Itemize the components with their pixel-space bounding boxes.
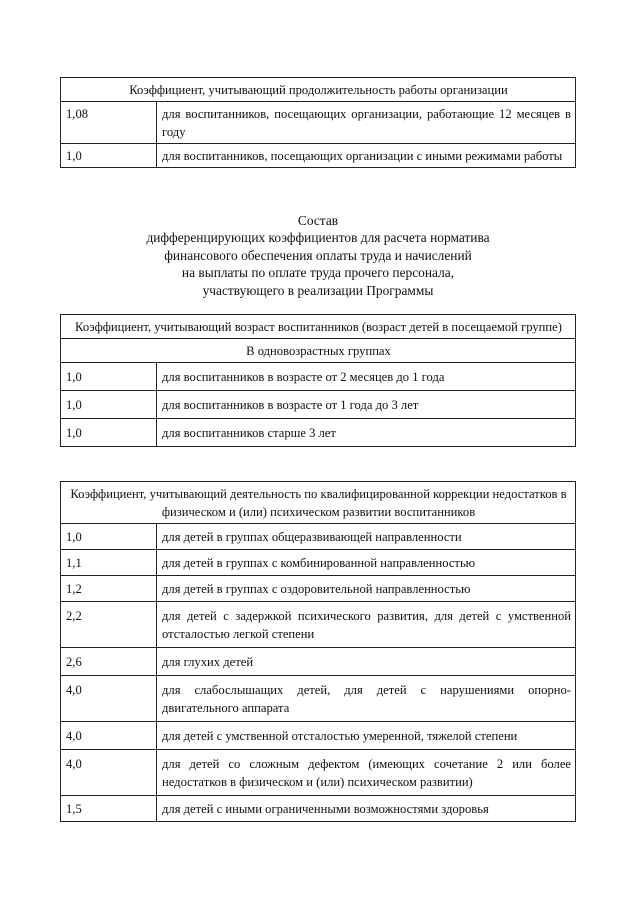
description-cell: для воспитанников в возрасте от 1 года до 3 лет xyxy=(157,391,576,419)
description-cell: для слабослышащих детей, для детей с нарушениями опорно-двигательного аппарата xyxy=(157,676,576,722)
coefficient-cell: 1,08 xyxy=(61,102,157,144)
coefficient-cell: 4,0 xyxy=(61,750,157,796)
table-row xyxy=(61,363,576,391)
table-header-row xyxy=(61,482,576,524)
description-cell: для детей в группах общеразвивающей направленности xyxy=(157,524,576,550)
age-coefficient-table xyxy=(60,314,576,447)
description-cell: для воспитанников, посещающих организации с иными режимами работы xyxy=(157,144,576,168)
coefficient-cell: 2,2 xyxy=(61,602,157,648)
table-row xyxy=(61,102,576,144)
table-row xyxy=(61,722,576,750)
table-row xyxy=(61,750,576,796)
table-row xyxy=(61,391,576,419)
title-line: Состав xyxy=(297,213,339,228)
description-cell: для глухих детей xyxy=(157,648,576,676)
table-header: Коэффициент, учитывающий продолжительность работы организации xyxy=(61,78,576,102)
work-duration-coefficient-table xyxy=(60,77,576,168)
coefficient-cell: 1,0 xyxy=(61,391,157,419)
coefficient-cell: 1,2 xyxy=(61,576,157,602)
description-cell: для детей с иными ограниченными возможностями здоровья xyxy=(157,796,576,822)
coefficient-cell: 1,0 xyxy=(61,363,157,391)
description-cell: для воспитанников в возрасте от 2 месяцев до 1 года xyxy=(157,363,576,391)
description-cell: для детей в группах с комбинированной направленностью xyxy=(157,550,576,576)
table-row xyxy=(61,419,576,447)
coefficient-cell: 1,0 xyxy=(61,144,157,168)
table-subheader: В одновозрастных группах xyxy=(61,339,576,363)
table-row xyxy=(61,648,576,676)
correction-coefficient-table xyxy=(60,481,576,822)
coefficient-cell: 4,0 xyxy=(61,676,157,722)
table-header: Коэффициент, учитывающий возраст воспитанников (возраст детей в посещаемой группе) xyxy=(61,315,576,339)
table-row xyxy=(61,796,576,822)
table-row xyxy=(61,524,576,550)
table-header-row xyxy=(61,315,576,339)
title-line: дифференцирующих коэффициентов для расчета норматива xyxy=(146,230,490,246)
description-cell: для воспитанников, посещающих организации, работающие 12 месяцев в году xyxy=(157,102,576,144)
table-header-row xyxy=(61,78,576,102)
coefficient-cell: 4,0 xyxy=(61,722,157,750)
table-row xyxy=(61,550,576,576)
table-row xyxy=(61,144,576,168)
title-line: участвующего в реализации Программы xyxy=(202,282,434,298)
table-row xyxy=(61,576,576,602)
description-cell: для детей с задержкой психического развития, для детей с умственной отсталостью легкой степени xyxy=(157,602,576,648)
section-title xyxy=(60,212,576,299)
table-header: Коэффициент, учитывающий деятельность по квалифицированной коррекции недостатков в физическом и (или) психическом развитии воспитанников xyxy=(61,482,576,524)
description-cell: для воспитанников старше 3 лет xyxy=(157,419,576,447)
table-subheader-row xyxy=(61,339,576,363)
description-cell: для детей с умственной отсталостью умеренной, тяжелой степени xyxy=(157,722,576,750)
table-row xyxy=(61,676,576,722)
coefficient-cell: 2,6 xyxy=(61,648,157,676)
title-line: финансового обеспечения оплаты труда и начислений xyxy=(164,247,472,263)
title-line: на выплаты по оплате труда прочего персонала, xyxy=(181,265,455,281)
coefficient-cell: 1,1 xyxy=(61,550,157,576)
coefficient-cell: 1,5 xyxy=(61,796,157,822)
coefficient-cell: 1,0 xyxy=(61,524,157,550)
description-cell: для детей в группах с оздоровительной направленностью xyxy=(157,576,576,602)
table-row xyxy=(61,602,576,648)
coefficient-cell: 1,0 xyxy=(61,419,157,447)
description-cell: для детей со сложным дефектом (имеющих сочетание 2 или более недостатков в физическом и (или) психическом развитии) xyxy=(157,750,576,796)
